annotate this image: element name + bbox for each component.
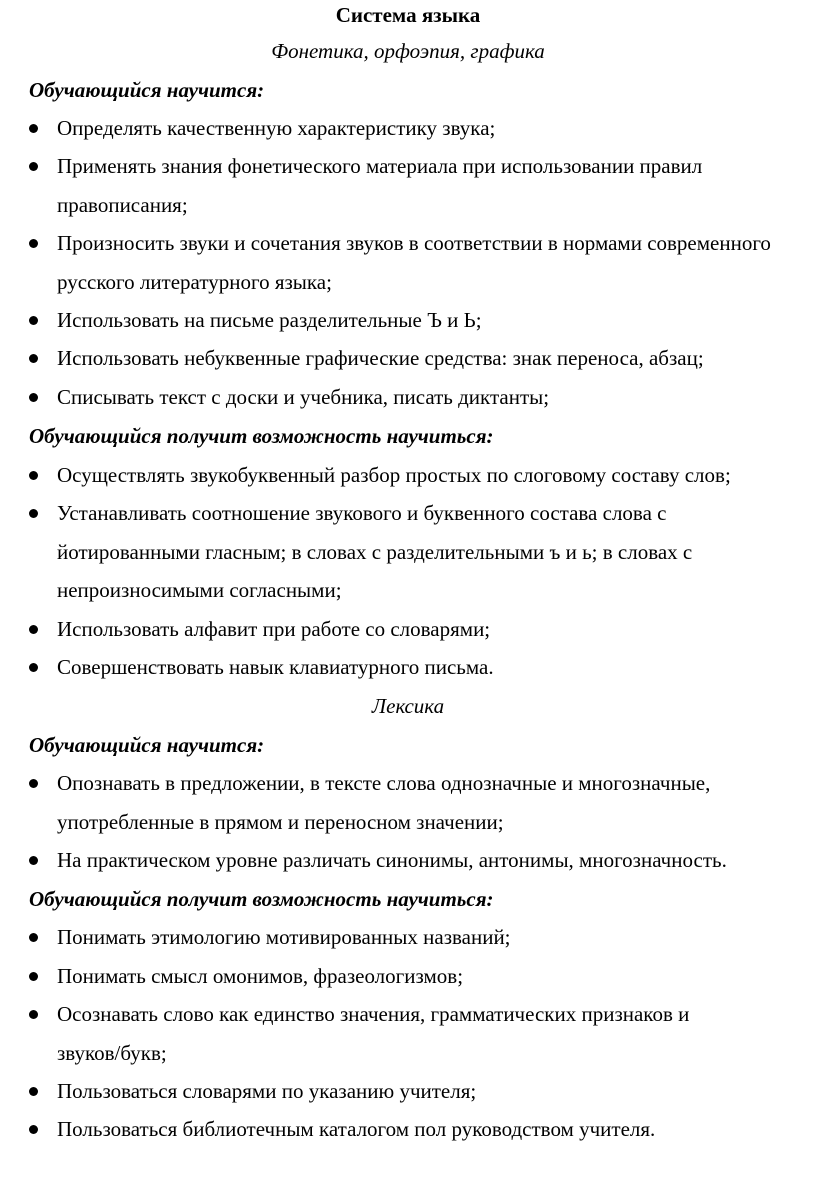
list-item: Осуществлять звукобуквенный разбор простых по слоговому составу слов; [57, 463, 731, 487]
section-subtitle-phonetics: Фонетика, орфоэпия, графика [271, 39, 545, 63]
list-item: На практическом уровне различать синонимы, антонимы, многозначность. [57, 848, 727, 872]
list-item-continuation: русского литературного языка; [57, 270, 332, 294]
list-item: Совершенствовать навык клавиатурного письма. [57, 655, 494, 679]
bullet-icon [29, 471, 38, 480]
list-item: Использовать небуквенные графические средства: знак переноса, абзац; [57, 346, 704, 370]
list-item: Понимать смысл омонимов, фразеологизмов; [57, 964, 464, 988]
bullet-icon [29, 1010, 38, 1019]
bullet-icon [29, 933, 38, 942]
bullet-icon [29, 663, 38, 672]
section-subtitle-lexicon: Лексика [371, 694, 445, 718]
bullet-icon [29, 625, 38, 634]
bullet-icon [29, 779, 38, 788]
list-item: Использовать на письме разделительные Ъ и Ь; [57, 308, 482, 332]
bullet-icon [29, 1087, 38, 1096]
bullet-icon [29, 239, 38, 248]
bullet-icon [29, 972, 38, 981]
list-item: Списывать текст с доски и учебника, писать диктанты; [57, 385, 550, 409]
list-item-continuation: звуков/букв; [57, 1041, 167, 1065]
learn-heading-lexicon: Обучающийся научится: [29, 733, 265, 757]
bullet-icon [29, 316, 38, 325]
list-item-continuation: йотированными гласным; в словах с разделительными ъ и ь; в словах с [57, 540, 693, 564]
list-item: Осознавать слово как единство значения, грамматических признаков и [57, 1002, 690, 1026]
bullet-icon [29, 354, 38, 363]
list-item: Произносить звуки и сочетания звуков в соответствии в нормами современного [57, 231, 771, 255]
document-title: Система языка [335, 3, 481, 27]
bullet-icon [29, 509, 38, 518]
learn-heading-phonetics: Обучающийся научится: [29, 78, 265, 102]
list-item-continuation: употребленные в прямом и переносном значении; [57, 810, 504, 834]
list-item-continuation: непроизносимыми согласными; [57, 578, 342, 602]
list-item: Опознавать в предложении, в тексте слова однозначные и многозначные, [57, 771, 711, 795]
opportunity-heading-lexicon: Обучающийся получит возможность научиться: [29, 887, 494, 911]
bullet-icon [29, 1125, 38, 1134]
list-item: Устанавливать соотношение звукового и буквенного состава слова с [57, 501, 667, 525]
opportunity-heading-phonetics: Обучающийся получит возможность научиться: [29, 424, 494, 448]
list-item: Понимать этимологию мотивированных названий; [57, 925, 511, 949]
list-item: Пользоваться библиотечным каталогом пол руководством учителя. [57, 1117, 656, 1141]
bullet-icon [29, 162, 38, 171]
list-item: Применять знания фонетического материала при использовании правил [57, 154, 703, 178]
list-item: Определять качественную характеристику звука; [57, 116, 496, 140]
bullet-icon [29, 856, 38, 865]
bullet-icon [29, 124, 38, 133]
bullet-icon [29, 393, 38, 402]
list-item: Пользоваться словарями по указанию учителя; [57, 1079, 477, 1103]
list-item: Использовать алфавит при работе со словарями; [57, 617, 491, 641]
list-item-continuation: правописания; [57, 193, 188, 217]
